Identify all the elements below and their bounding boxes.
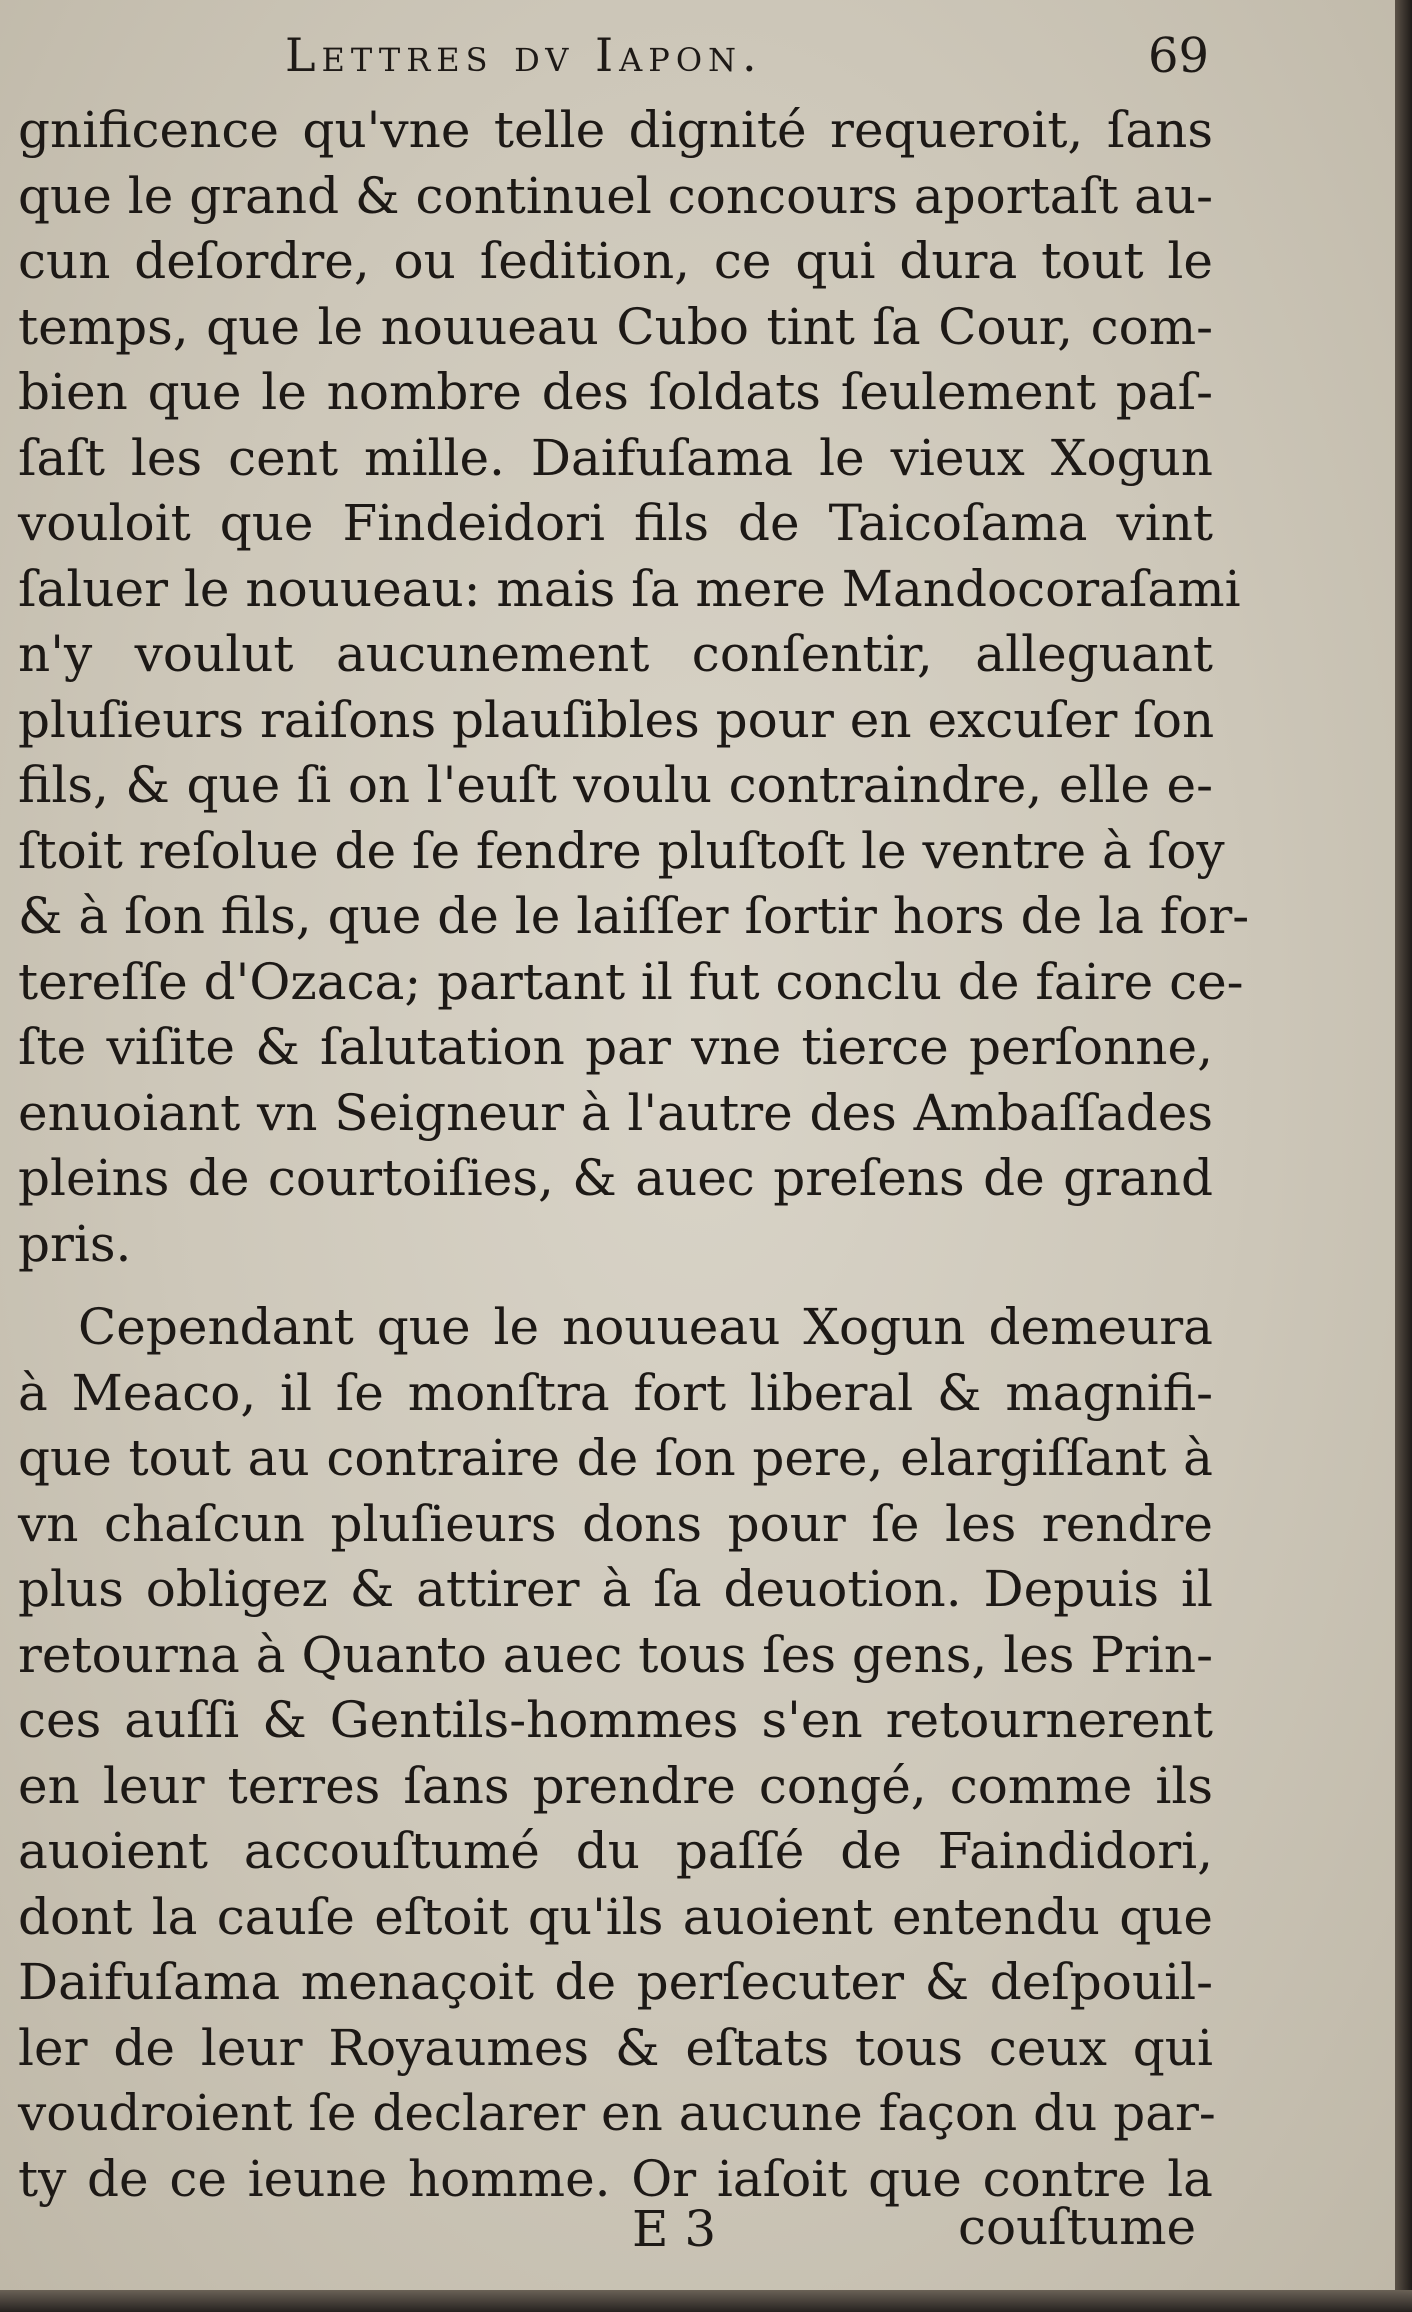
text-line: à Meaco, il ſe monſtra fort liberal & magnifi- [18, 1363, 1213, 1422]
text-line: n'y voulut aucunement conſentir, alleguant [18, 625, 1213, 683]
text-line: ſtoit reſolue de ſe fendre pluſtoſt le ventre à ſoy [18, 821, 1225, 880]
text-line: que le grand & continuel concours aportaſt au- [18, 166, 1213, 225]
text-line: ces auſſi & Gentils-hommes s'en retournerent [18, 1691, 1213, 1749]
text-line: en leur terres ſans prendre congé, comme ils [18, 1756, 1213, 1815]
text-line: plus obligez & attirer à ſa deuotion. Depuis il [18, 1560, 1213, 1618]
text-line: voudroient ſe declarer en aucune façon du par- [18, 2084, 1216, 2142]
text-line: dont la cauſe eſtoit qu'ils auoient entendu que [18, 1887, 1213, 1946]
text-line: ſte viſite & ſalutation par vne tierce perſonne, [18, 1018, 1213, 1076]
signature-mark: E 3 [632, 2200, 717, 2258]
text-line: Cependant que le nouueau Xogun demeura [78, 1298, 1213, 1356]
catchword: couſtume [958, 2198, 1197, 2256]
running-title: Lettres dv Iapon. [285, 28, 763, 82]
text-line: retourna à Quanto auec tous ſes gens, les Prin- [18, 1625, 1213, 1684]
text-line: & à ſon fils, que de le laiſſer ſortir hors de la for- [18, 887, 1250, 945]
paragraph-gap [18, 1277, 1213, 1295]
text-line: pris. [18, 1214, 132, 1273]
text-line: Daifuſama menaçoit de perſecuter & deſpouil- [18, 1953, 1213, 2011]
text-line: ſaluer le nouueau: mais ſa mere Mandocoraſami [18, 559, 1241, 618]
bottom-edge-shadow [0, 2290, 1412, 2312]
page-number: 69 [1148, 28, 1210, 84]
text-line: enuoiant vn Seigneur à l'autre des Ambaſſades [18, 1083, 1213, 1142]
text-line: pleins de courtoiſies, & auec preſens de grand [18, 1149, 1213, 1207]
text-line: temps, que le nouueau Cubo tint ſa Cour, com- [18, 297, 1213, 356]
text-line: vouloit que Findeidori fils de Taicoſama vint [18, 494, 1213, 552]
text-line: bien que le nombre des ſoldats ſeulement paſ- [18, 363, 1213, 421]
text-line: tereſſe d'Ozaca; partant il fut conclu de faire ce- [18, 952, 1244, 1011]
page-edge-shadow [1395, 0, 1412, 2312]
paragraph-2 [18, 1295, 1216, 2212]
paragraph-1 [18, 98, 1250, 1277]
text-line: fils, & que ſi on l'euſt voulu contraindre, elle e- [18, 756, 1213, 814]
page-header [0, 28, 1395, 88]
text-line: que tout au contraire de ſon pere, elargiſſant à [18, 1429, 1213, 1487]
text-line: auoient accouſtumé du paſſé de Faindidori, [18, 1822, 1213, 1880]
text-line: pluſieurs raiſons plauſibles pour en excuſer ſon [18, 690, 1215, 749]
text-line: ler de leur Royaumes & eſtats tous ceux qui [18, 2018, 1213, 2077]
text-line: ty de ce ieune homme. Or iaſoit que contre la [18, 2149, 1213, 2208]
page-footer [0, 2200, 1395, 2260]
text-line: gnificence qu'vne telle dignité requeroit, ſans [18, 101, 1213, 159]
body-text [18, 98, 1250, 2212]
text-line: ſaſt les cent mille. Daifuſama le vieux Xogun [18, 428, 1213, 487]
text-line: vn chaſcun pluſieurs dons pour ſe les rendre [18, 1494, 1213, 1553]
text-line: cun deſordre, ou ſedition, ce qui dura tout le [18, 232, 1213, 290]
